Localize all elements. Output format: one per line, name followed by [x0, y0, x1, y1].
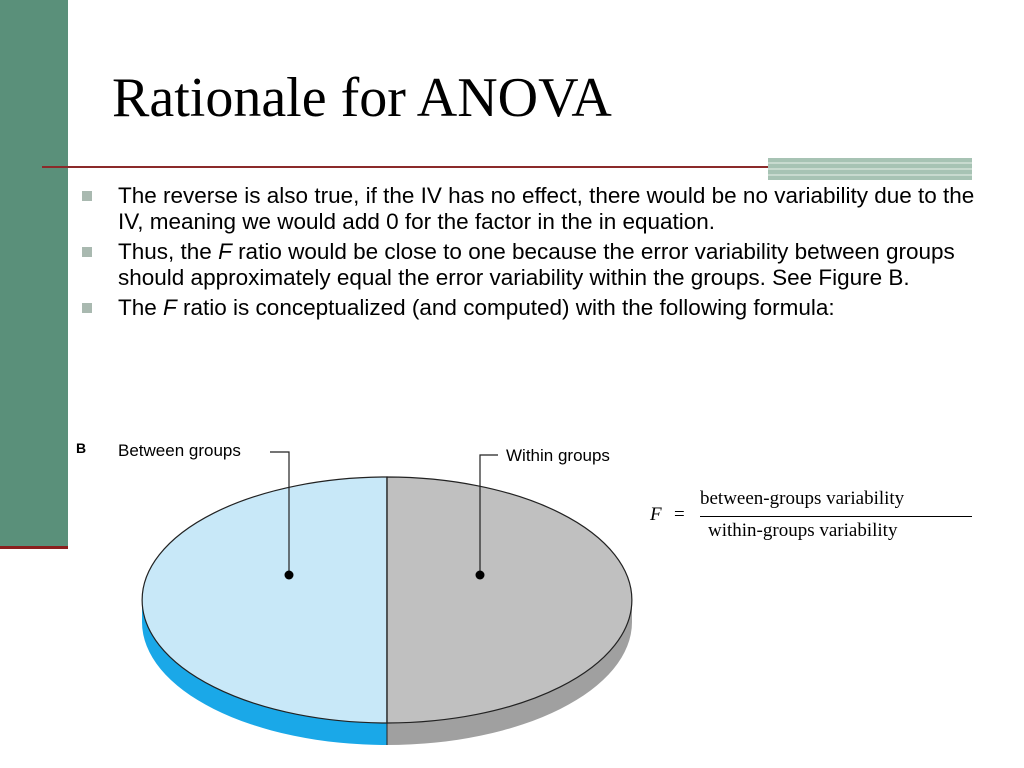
bullet-text: ratio would be close to one because the error variability between groups should approximately equal the error variability within the groups. See Figure B. [118, 239, 955, 290]
bullet-item [82, 183, 1002, 235]
bullet-text: Thus, the [118, 239, 219, 264]
formula-equals: = [674, 504, 685, 525]
bullet-item [82, 239, 1002, 291]
bullet-text: The [118, 295, 164, 320]
formula-denominator: within-groups variability [708, 520, 898, 541]
title-divider-block [768, 158, 972, 180]
square-bullet-icon [82, 303, 92, 313]
bullet-text: ratio is conceptualized (and computed) with the following formula: [176, 295, 835, 320]
formula-variable: F [650, 504, 662, 525]
formula-numerator: between-groups variability [700, 488, 905, 509]
slide-title: Rationale for ANOVA [112, 67, 612, 129]
pie-figure [72, 432, 652, 762]
bullet-item [82, 295, 1002, 321]
between-leader-dot [285, 571, 294, 580]
f-variable: F [218, 239, 232, 264]
square-bullet-icon [82, 191, 92, 201]
between-groups-label: Between groups [118, 441, 241, 460]
square-bullet-icon [82, 247, 92, 257]
f-variable: F [163, 295, 177, 320]
within-groups-label: Within groups [506, 446, 610, 465]
bullet-list [82, 183, 1002, 325]
side-accent-line [0, 546, 68, 549]
bullet-text: The reverse is also true, if the IV has no effect, there would be no variability due to the IV, meaning we would add 0 for the factor in the in equation. [118, 183, 975, 234]
side-accent-bar [0, 0, 68, 546]
within-leader-dot [476, 571, 485, 580]
fraction-bar [700, 516, 972, 517]
figure-label: B [76, 440, 87, 456]
